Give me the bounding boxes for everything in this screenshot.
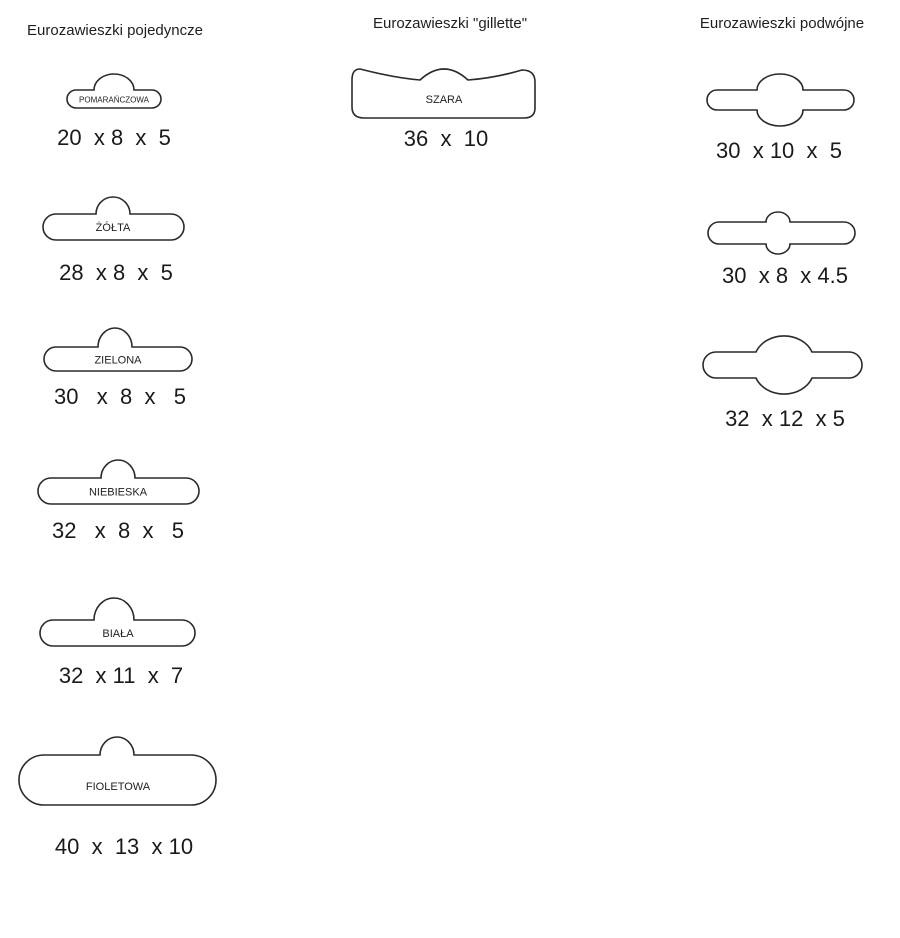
- dims-yellow: 28 x 8 x 5: [59, 260, 173, 285]
- dims-double-1: 30 x 10 x 5: [716, 138, 842, 163]
- hook-label: NIEBIESKA: [88, 486, 148, 499]
- dims-white: 32 x 11 x 7: [58, 663, 184, 688]
- hook-label: ZIELONA: [94, 354, 142, 367]
- heading-double: Eurozawieszki podwójne: [699, 15, 865, 32]
- hook-label: FIOLETOWA: [85, 781, 151, 793]
- dims-violet: 40 x 13 x 10: [54, 834, 194, 859]
- dims-double-3: 32 x 12 x 5: [725, 406, 845, 431]
- hook-label: POMARAŃCZOWA: [79, 95, 149, 105]
- dims-blue: 32 x 8 x 5: [51, 518, 185, 543]
- dims-grey: 36 x 10: [403, 126, 489, 151]
- hook-label: ŻÓŁTA: [95, 222, 131, 234]
- dims-green: 30 x 8 x 5: [53, 384, 187, 409]
- hook-label: SZARA: [425, 94, 463, 106]
- heading-single: Eurozawieszki pojedyncze: [27, 22, 203, 39]
- dims-orange: 20 x 8 x 5: [57, 125, 171, 150]
- dims-double-2: 30 x 8 x 4.5: [722, 263, 848, 288]
- heading-gillette: Eurozawieszki "gillette": [372, 15, 528, 32]
- hook-label: BIAŁA: [102, 628, 134, 640]
